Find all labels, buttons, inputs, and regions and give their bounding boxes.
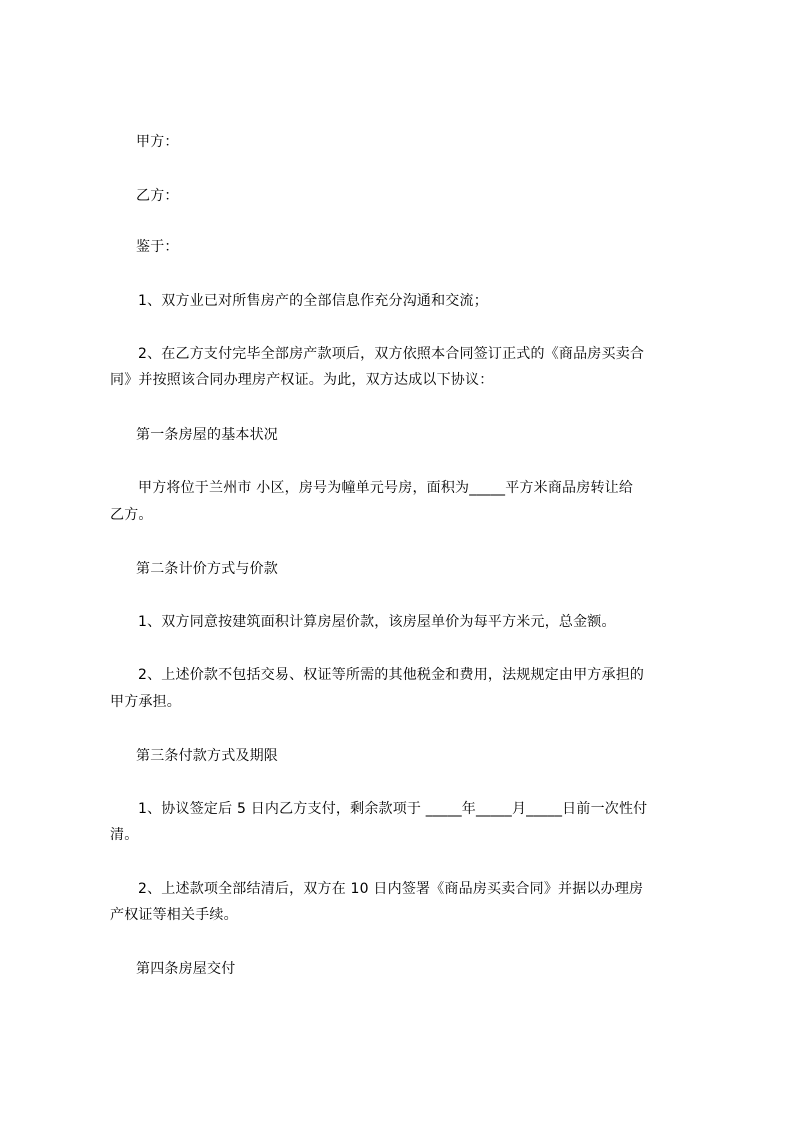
whereas-label: 鉴于： (136, 239, 179, 255)
article-1-title: 第一条房屋的基本状况 (136, 427, 278, 443)
article-1-line-1: 甲方将位于兰州市 小区，房号为幢单元号房，面积为_____平方米商品房转让给 (138, 480, 634, 496)
article-3-item-2-line-2: 产权证等相关手续。 (110, 907, 238, 923)
article-2-item-2-line-1: 2、上述价款不包括交易、权证等所需的其他税金和费用，法规规定由甲方承担的 (138, 667, 645, 683)
article-2-title: 第二条计价方式与价款 (136, 561, 278, 577)
article-3-item-1-line-2: 清。 (110, 827, 139, 843)
recital-2-line-2: 同》并按照该合同办理房产权证。为此，双方达成以下协议： (110, 372, 494, 388)
article-1-line-2: 乙方。 (110, 507, 153, 523)
party-a-label: 甲方： (136, 134, 179, 150)
article-2-item-1: 1、双方同意按建筑面积计算房屋价款，该房屋单价为每平方米元，总金额。 (138, 614, 616, 630)
article-3-item-1-line-1: 1、协议签定后 5 日内乙方支付，剩余款项于 _____年_____月_____日前一次性付 (138, 801, 648, 817)
recital-1: 1、双方业已对所售房产的全部信息作充分沟通和交流； (138, 293, 488, 309)
article-2-item-2-line-2: 甲方承担。 (110, 694, 181, 710)
article-3-item-2-line-1: 2、上述款项全部结清后，双方在 10 日内签署《商品房买卖合同》并据以办理房 (138, 881, 644, 897)
article-4-title: 第四条房屋交付 (136, 961, 236, 977)
recital-2-line-1: 2、在乙方支付完毕全部房产款项后，双方依照本合同签订正式的《商品房买卖合 (138, 346, 645, 362)
party-b-label: 乙方： (136, 188, 179, 204)
article-3-title: 第三条付款方式及期限 (136, 748, 278, 764)
